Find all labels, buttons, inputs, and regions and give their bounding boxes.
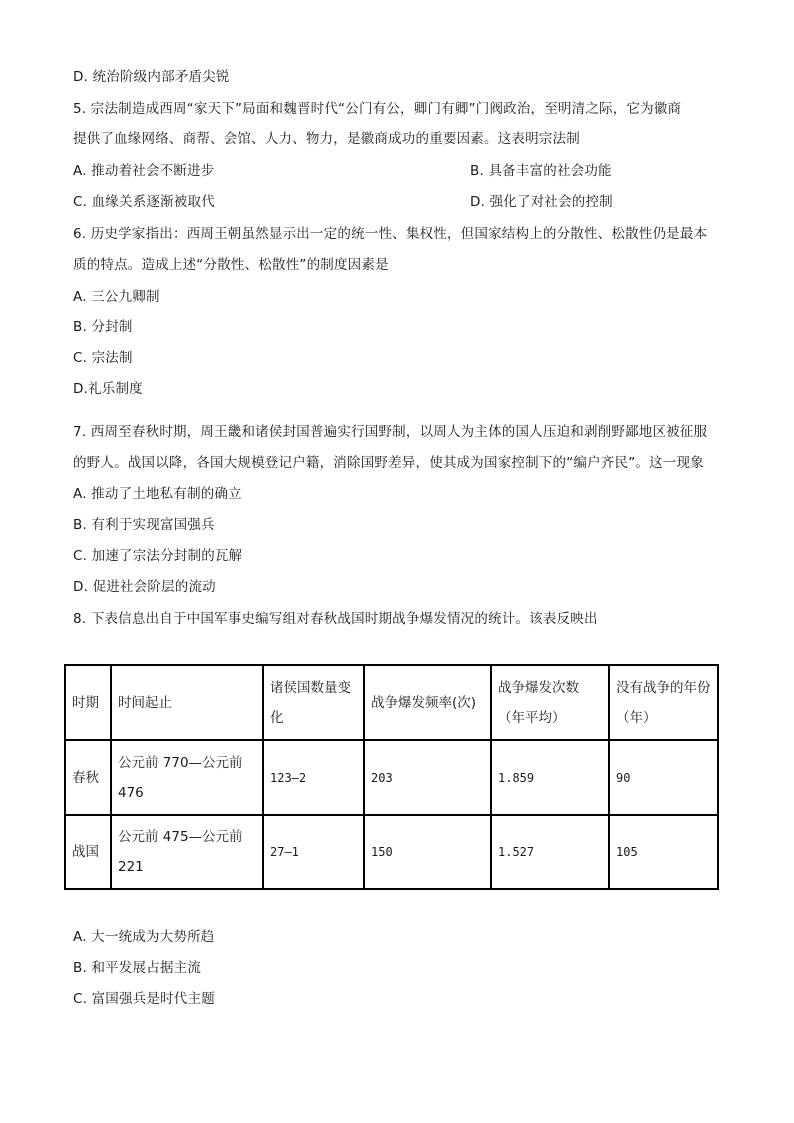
q4-option-d: D. 统治阶级内部矛盾尖锐	[73, 69, 230, 85]
q8-option-b: B. 和平发展占据主流	[73, 960, 202, 976]
q6-option-b: B. 分封制	[73, 319, 133, 335]
q8-stem: 8. 下表信息出自于中国军事史编写组对春秋战国时期战争爆发情况的统计。该表反映出	[73, 611, 598, 627]
q5-options-row-2	[73, 193, 732, 211]
header-cell-war-per-year: 战争爆发次数（年平均）	[491, 665, 609, 740]
header-cell-peace-years: 没有战争的年份（年）	[609, 665, 718, 740]
cell-peace-years: 90	[609, 740, 718, 815]
q7-option-b: B. 有利于实现富国强兵	[73, 517, 215, 533]
table-row	[65, 815, 718, 889]
cell-war-frequency: 150	[364, 815, 491, 889]
q5-option-d: D. 强化了对社会的控制	[470, 194, 613, 210]
q6-stem-line-1: 6. 历史学家指出：西周王朝虽然显示出一定的统一性、集权性，但国家结构上的分散性、松散性仍是最本	[73, 226, 708, 242]
cell-period: 战国	[65, 815, 111, 889]
cell-war-frequency: 203	[364, 740, 491, 815]
cell-time-range: 公元前 475—公元前 221	[111, 815, 263, 889]
q8-option-c: C. 富国强兵是时代主题	[73, 991, 215, 1007]
q5-stem-line-1: 5. 宗法制造成西周“家天下”局面和魏晋时代“公门有公，卿门有卿”门阀政治，至明清之际，它为徽商	[73, 101, 682, 117]
q8-option-a: A. 大一统成为大势所趋	[73, 929, 215, 945]
q6-stem-line-2: 质的特点。造成上述“分散性、松散性”的制度因素是	[73, 257, 389, 273]
header-cell-time-range: 时间起止	[111, 665, 263, 740]
header-cell-war-frequency: 战争爆发频率(次)	[364, 665, 491, 740]
q7-option-d: D. 促进社会阶层的流动	[73, 579, 216, 595]
q5-options-row-1	[73, 162, 732, 180]
cell-period: 春秋	[65, 740, 111, 815]
cell-state-count: 123—2	[263, 740, 364, 815]
q5-stem-line-2: 提供了血缘网络、商帮、会馆、人力、物力，是徽商成功的重要因素。这表明宗法制	[73, 131, 580, 147]
table-header-row	[65, 665, 718, 740]
cell-peace-years: 105	[609, 815, 718, 889]
cell-war-per-year: 1.859	[491, 740, 609, 815]
cell-time-range: 公元前 770—公元前 476	[111, 740, 263, 815]
q7-stem-line-1: 7. 西周至春秋时期，周王畿和诸侯封国普遍实行国野制，以周人为主体的国人压迫和剥削野鄙地区被征服	[73, 424, 708, 440]
war-statistics-table	[64, 664, 719, 890]
q7-option-c: C. 加速了宗法分封制的瓦解	[73, 548, 243, 564]
q5-option-c: C. 血缘关系逐渐被取代	[73, 194, 215, 210]
q6-option-d: D.礼乐制度	[73, 381, 143, 397]
cell-state-count: 27—1	[263, 815, 364, 889]
q5-option-b: B. 具备丰富的社会功能	[470, 163, 612, 179]
cell-war-per-year: 1.527	[491, 815, 609, 889]
table-row	[65, 740, 718, 815]
header-cell-period: 时期	[65, 665, 111, 740]
q6-option-c: C. 宗法制	[73, 350, 133, 366]
q7-stem-line-2: 的野人。战国以降，各国大规模登记户籍，消除国野差异，使其成为国家控制下的“编户齐民”。这一现象	[73, 455, 704, 471]
header-cell-state-count: 诸侯国数量变化	[263, 665, 364, 740]
q6-option-a: A. 三公九卿制	[73, 289, 160, 305]
q7-option-a: A. 推动了土地私有制的确立	[73, 486, 242, 502]
q5-option-a: A. 推动着社会不断进步	[73, 163, 215, 179]
